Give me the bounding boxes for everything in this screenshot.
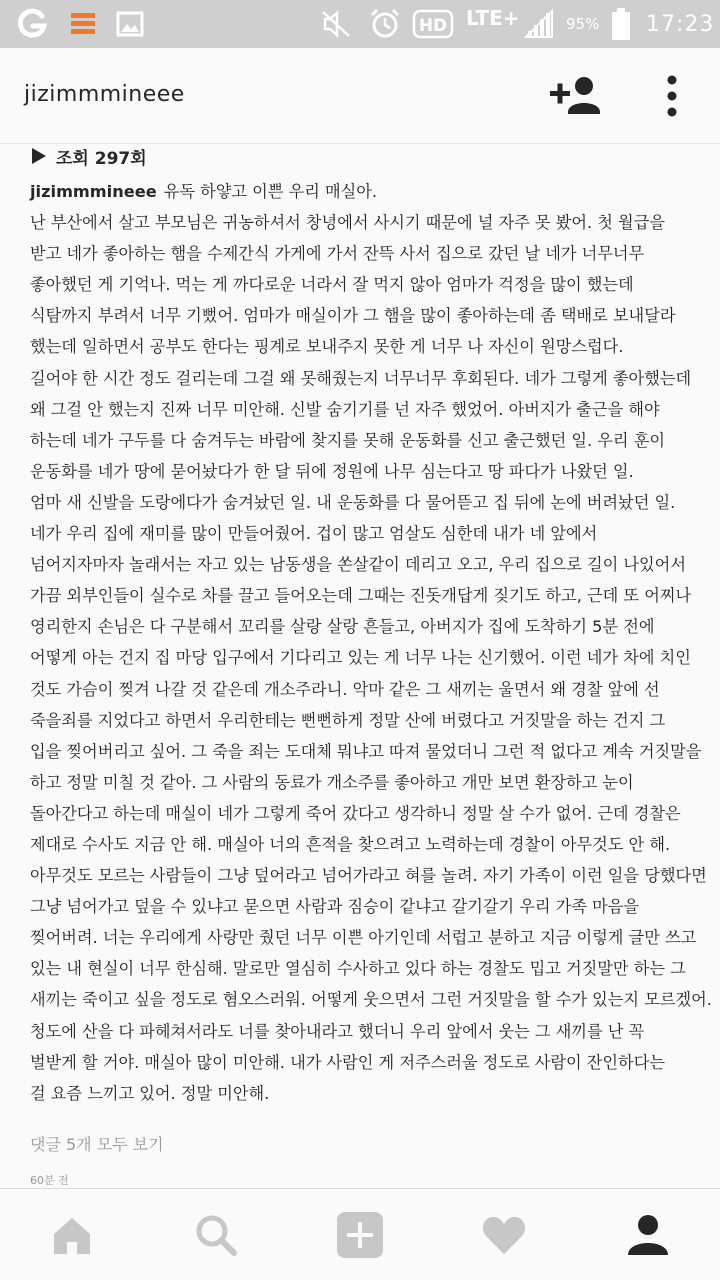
add-user-button[interactable] (548, 72, 604, 120)
home-icon (50, 1214, 94, 1256)
lte-icon: LTE+ (466, 6, 520, 30)
caption-line: 가끔 외부인들이 실수로 차를 끌고 들어오는데 그때는 진돗개답게 짖기도 하고, 근데 또 어찌나 (30, 586, 692, 606)
svg-text:HD: HD (418, 16, 448, 36)
caption-line: 벌받게 할 거야. 매실아 많이 미안해. 내가 사람인 게 저주스러울 정도로 사람이 잔인하다는 (30, 1052, 665, 1072)
profile-icon (626, 1213, 670, 1257)
view-all-comments-link[interactable]: 댓글 5개 모두 보기 (30, 1135, 164, 1154)
caption-line: 엄마 새 신발을 도랑에다가 숨겨놨던 일. 내 운동화를 다 물어뜯고 집 뒤에 논에 버려놨던 일. (30, 492, 676, 512)
caption-line: 있는 내 현실이 너무 한심해. 말로만 열심히 수사하고 있다 하는 경찰도 밉고 거짓말만 하는 그 (30, 959, 686, 979)
caption-line: 제대로 수사도 지금 안 해. 매실아 너의 흔적을 찾으려고 노력하는데 경찰이 아무것도 안 해. (30, 834, 671, 854)
app-header (0, 48, 720, 144)
battery-text: 95% (566, 15, 600, 33)
caption-line: 하는데 네가 구두를 다 숨겨두는 바람에 찾지를 못해 운동화를 신고 출근했던 일. 우리 훈이 (30, 430, 665, 450)
nav-activity-button[interactable] (476, 1207, 532, 1263)
g-app-icon (16, 0, 48, 48)
post-timestamp: 60분 전 (30, 1174, 69, 1187)
bottom-nav (0, 1188, 720, 1280)
caption-line: 것도 가슴이 찢겨 나갈 것 같은데 개소주라니. 악마 같은 그 새끼는 울면서 왜 경찰 앞에 선 (30, 679, 660, 699)
nav-new-post-button[interactable] (332, 1207, 388, 1263)
stack-app-icon (70, 0, 96, 48)
caption-line: 길어야 한 시간 정도 걸리는데 그걸 왜 못해줬는지 너무너무 후회된다. 네가 그렇게 좋아했는데 (30, 368, 692, 388)
caption-line: 하고 정말 미칠 것 같아. 그 사람의 동료가 개소주를 좋아하고 개만 보면 환장하고 눈이 (30, 772, 634, 792)
post-content (0, 138, 720, 1188)
caption-line: 어떻게 아는 건지 집 마당 입구에서 기다리고 있는 게 너무 나는 신기했어. 이런 네가 차에 치인 (30, 648, 691, 668)
caption-line: 난 부산에서 살고 부모님은 귀농하셔서 창녕에서 사시기 때문에 널 자주 못 봤어. 첫 월급을 (30, 213, 665, 233)
views-row[interactable] (30, 142, 147, 170)
mute-icon (320, 0, 352, 48)
caption-line: 했는데 일하면서 공부도 한다는 핑계로 보내주지 못한 게 너무 나 자신이 원망스럽다. (30, 337, 624, 357)
caption-line: 입을 찢어버리고 싶어. 그 죽을 죄는 도대체 뭐냐고 따져 물었더니 그런 적 없다고 계속 거짓말을 (30, 741, 702, 761)
caption-line: 운동화를 네가 땅에 묻어놨다가 한 달 뒤에 정원에 나무 심는다고 땅 파다가 나왔던 일. (30, 461, 634, 481)
gallery-icon (116, 0, 144, 48)
caption-line: 아무것도 모르는 사람들이 그냥 덮어라고 넘어가라고 혀를 놀려. 자기 가족이 이런 일을 당했다면 (30, 866, 707, 886)
caption-line: 식탐까지 부려서 너무 기뻤어. 엄마가 매실이가 그 햄을 많이 좋아하는데 좀 택배로 보내달라 (30, 306, 676, 326)
clock: 17:23 (646, 11, 715, 37)
caption-line: 받고 네가 좋아하는 햄을 수제간식 가게에 가서 잔뜩 사서 집으로 갔던 날 네가 너무너무 (30, 244, 645, 264)
nav-search-button[interactable] (188, 1207, 244, 1263)
more-options-button[interactable] (652, 70, 692, 122)
new-post-icon (335, 1210, 385, 1260)
nav-home-button[interactable] (44, 1207, 100, 1263)
caption-line: 그냥 넘어가고 덮을 수 있냐고 묻으면 사람과 짐승이 같냐고 갈기갈기 우리 가족 마음을 (30, 897, 640, 917)
caption-line: 청도에 산을 다 파헤쳐서라도 너를 찾아내라고 했더니 우리 앞에서 웃는 그 새끼를 난 꼭 (30, 1021, 645, 1041)
play-icon (30, 147, 48, 165)
caption-line: 좋아했던 게 기억나. 먹는 게 까다로운 너라서 잘 먹지 않아 엄마가 걱정을 많이 했는데 (30, 275, 634, 295)
caption-line: jizimmmineee 유독 하얗고 이쁜 우리 매실아. (30, 182, 378, 201)
caption-line: 걸 요즘 느끼고 있어. 정말 미안해. (30, 1083, 270, 1103)
caption-line: 넘어지자마자 놀래서는 자고 있는 남동생을 쏜살같이 데리고 오고, 우리 집으로 길이 나있어서 (30, 555, 686, 575)
add-user-icon (548, 72, 604, 120)
caption-line: 왜 그걸 안 했는지 진짜 너무 미안해. 신발 숨기기를 넌 자주 했었어. 아버지가 출근을 해야 (30, 399, 660, 419)
alarm-icon (368, 0, 402, 48)
header-username[interactable]: jizimmmineee (24, 82, 185, 107)
activity-heart-icon (481, 1214, 527, 1256)
caption-line: 돌아간다고 하는데 매실이 네가 그렇게 죽어 갔다고 생각하니 정말 살 수가 없어. 근데 경찰은 (30, 803, 681, 823)
caption-line: 죽을죄를 지었다고 하면서 우리한테는 뻔뻔하게 정말 산에 버렸다고 거짓말을 하는 건지 그 (30, 710, 666, 730)
hd-icon (412, 0, 454, 48)
caption-line: 영리한지 손님은 다 구분해서 꼬리를 살랑 살랑 흔들고, 아버지가 집에 도착하기 5분 전에 (30, 617, 655, 637)
caption-username[interactable]: jizimmmineee (30, 182, 157, 201)
signal-icon (522, 0, 556, 48)
post-caption (30, 176, 712, 1109)
views-count: 조회 297회 (56, 148, 147, 169)
status-bar (0, 0, 720, 48)
caption-line: 새끼는 죽이고 싶을 정도로 혐오스러워. 어떻게 웃으면서 그런 거짓말을 할 수가 있는지 모르겠어. (30, 990, 712, 1010)
battery-icon (610, 0, 632, 48)
nav-profile-button[interactable] (620, 1207, 676, 1263)
caption-line: 네가 우리 집에 재미를 많이 만들어줬어. 겁이 많고 엄살도 심한데 내가 네 앞에서 (30, 524, 598, 544)
search-icon (194, 1213, 238, 1257)
more-vertical-icon (652, 70, 692, 122)
caption-line: 찢어버려. 너는 우리에게 사랑만 줬던 너무 이쁜 아기인데 서럽고 분하고 지금 이렇게 글만 쓰고 (30, 928, 697, 948)
